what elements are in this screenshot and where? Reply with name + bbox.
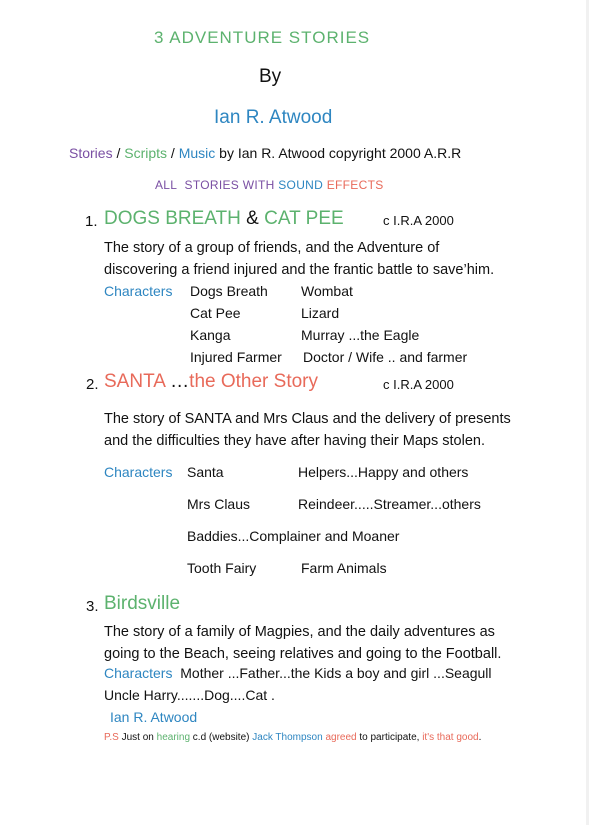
effects-line	[155, 178, 384, 192]
story-2-char-1b: Helpers...Happy and others	[298, 464, 469, 480]
story-1-amp: &	[246, 208, 259, 229]
story-3-characters-label: Characters	[104, 665, 173, 681]
ps-text-2: c.d (website)	[190, 732, 253, 743]
ps-period: .	[478, 732, 482, 743]
story-1-char-4a: Injured Farmer	[190, 349, 282, 365]
story-3-characters	[104, 665, 492, 681]
story-3-characters-line: Mother ...Father...the Kids a boy and girl ...Seagull	[180, 665, 492, 681]
story-1-char-1b: Wombat	[301, 283, 353, 299]
story-3-desc-line-2: going to the Beach, seeing relatives and going to the Football.	[104, 646, 502, 662]
story-1-char-1a: Dogs Breath	[190, 283, 268, 299]
story-2-description	[104, 408, 514, 452]
story-3-characters-line-2: Uncle Harry.......Dog....Cat .	[104, 687, 275, 703]
effects-effects: EFFECTS	[326, 178, 384, 192]
story-2-char-3: Baddies...Complainer and Moaner	[187, 528, 400, 544]
credits-music: Music	[178, 145, 216, 161]
credits-scripts: Scripts	[124, 145, 168, 161]
story-1-characters-label: Characters	[104, 283, 173, 299]
effects-stories-with: STORIES WITH	[184, 178, 275, 192]
story-2-char-2b: Reindeer.....Streamer...others	[298, 496, 481, 512]
signature-name: Ian R. Atwood	[110, 709, 198, 725]
ps-agreed: agreed	[325, 732, 357, 743]
story-2-copyright: c I.R.A 2000	[383, 377, 454, 392]
ps-label: P.S	[104, 732, 119, 743]
credits-sep2: /	[167, 145, 179, 161]
ps-note	[104, 732, 481, 743]
story-3-description	[104, 621, 524, 665]
story-2-number: 2.	[86, 376, 99, 393]
effects-sound: SOUND	[278, 178, 324, 192]
by-line: By	[259, 66, 282, 87]
credits-sep1: /	[112, 145, 125, 161]
story-1-title-b: CAT PEE	[264, 208, 344, 229]
story-3-number: 3.	[86, 598, 99, 615]
story-1-char-3a: Kanga	[190, 327, 231, 343]
story-1-char-4b: Doctor / Wife .. and farmer	[303, 349, 468, 365]
ps-text-1: Just on	[118, 732, 157, 743]
story-2-characters-label: Characters	[104, 464, 173, 480]
story-1-description	[104, 237, 514, 281]
page-edge	[586, 0, 589, 825]
story-2-char-2a: Mrs Claus	[187, 496, 251, 512]
story-3-desc-line-1: The story of a family of Magpies, and the daily adventures as	[104, 624, 495, 640]
story-1-title	[104, 208, 344, 230]
story-1-char-2b: Lizard	[301, 305, 340, 321]
story-2-char-4a: Tooth Fairy	[187, 560, 257, 576]
author-name: Ian R. Atwood	[214, 107, 333, 128]
credits-stories: Stories	[69, 145, 113, 161]
ps-jack-thompson: Jack Thompson	[252, 732, 323, 743]
story-1-desc-line-1: The story of a group of friends, and the Adventure of	[104, 240, 440, 256]
credits-line	[69, 145, 461, 161]
story-2-char-1a: Santa	[187, 464, 224, 480]
story-1-char-2a: Cat Pee	[190, 305, 241, 321]
story-2-title-b: the Other Story	[189, 371, 319, 392]
ps-hearing: hearing	[156, 732, 191, 743]
story-1-number: 1.	[85, 213, 98, 230]
story-1-desc-line-2: discovering a friend injured and the frantic battle to save’him.	[104, 262, 495, 278]
story-2-desc-line-1: The story of SANTA and Mrs Claus and the delivery of presents	[104, 411, 511, 427]
document-title: 3 ADVENTURE STORIES	[154, 28, 371, 47]
ps-text-3: to participate,	[356, 732, 423, 743]
effects-all: ALL	[155, 178, 178, 192]
story-2-char-4b: Farm Animals	[301, 560, 387, 576]
story-1-char-3b: Murray ...the Eagle	[301, 327, 420, 343]
story-2-title	[104, 371, 318, 393]
story-2-dots: …	[170, 371, 190, 392]
story-1-copyright: c I.R.A 2000	[383, 213, 454, 228]
story-2-title-a: SANTA	[104, 371, 165, 392]
story-2-desc-line-2: and the difficulties they have after having their Maps stolen.	[104, 433, 485, 449]
ps-thats-good: it's that good	[422, 732, 479, 743]
credits-rest: by Ian R. Atwood copyright 2000 A.R.R	[215, 145, 462, 161]
story-3-title: Birdsville	[104, 593, 181, 614]
story-1-title-a: DOGS BREATH	[104, 208, 241, 229]
